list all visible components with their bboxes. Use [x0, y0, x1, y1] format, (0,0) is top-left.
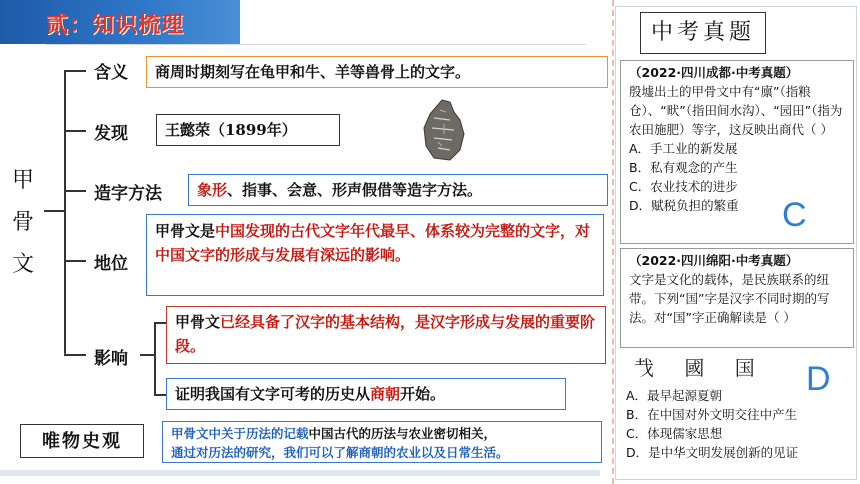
status-box — [146, 214, 604, 296]
footer-bar — [0, 470, 600, 476]
status-lead-text: 甲骨文是 — [155, 222, 216, 240]
bracket-tick-discovery — [64, 130, 86, 132]
q1-option-c: C．农业技术的进步 — [629, 179, 738, 194]
influence-bracket — [140, 354, 154, 356]
q2-options — [626, 386, 856, 462]
influence-bracket-vertical — [154, 322, 156, 394]
q1-answer: C — [782, 196, 807, 234]
status-red-text: 中国发现的古代文字年代最早、体系较为完整的文字，对中国文字的形成与发展有深远的影响。 — [155, 222, 591, 264]
bracket-tick-method — [64, 190, 86, 192]
branch-label-influence: 影响 — [94, 349, 128, 369]
column-divider — [612, 0, 614, 484]
note-part2: 中国古代的历法与农业密切相关， — [308, 426, 497, 441]
page-title: 贰：知识梳理 — [46, 13, 185, 38]
guo-glyphs-image: 𢦏 國 国 — [634, 356, 767, 380]
method-red-text: 象形 — [197, 181, 228, 199]
discovery-box — [156, 114, 340, 146]
influence-2-lead: 证明我国有文字可考的历史从 — [175, 385, 371, 403]
meaning-box — [146, 56, 608, 88]
branch-label-status: 地位 — [94, 254, 128, 274]
bracket-tick-meaning — [64, 70, 86, 72]
q2-stem: 文字是文化的载体，是民族联系的纽带。下列“国”字是汉字不同时期的写法。对“国”字正确解读是（ ） — [629, 272, 830, 325]
q1-source: （2022·四川成都·中考真题） — [629, 65, 799, 80]
q2-option-a: A．最早起源夏朝 — [626, 388, 723, 403]
q2-option-b: B．在中国对外文明交往中产生 — [626, 407, 798, 422]
q1-stem: 殷墟出土的甲骨文中有“廪”（指粮仓）、“畎”（指田间水沟）、“园田”（指为农田施肥）等字，这反映出商代（ ） — [629, 84, 843, 137]
influence-1-lead: 甲骨文 — [175, 313, 221, 331]
bracket-vertical — [64, 70, 66, 354]
q2-source: （2022·四川绵阳·中考真题） — [629, 253, 799, 268]
divider — [46, 44, 586, 45]
q2-option-c: C．体现儒家思想 — [626, 426, 723, 441]
materialism-label: 唯物史观 — [20, 424, 144, 458]
note-line2: 通过对历法的研究，我们可以了解商朝的农业以及日常生活。 — [171, 445, 509, 460]
influence-box-2 — [166, 378, 566, 410]
bracket-stem — [44, 210, 64, 212]
influence-tick-1 — [154, 322, 166, 324]
influence-box-1 — [166, 306, 606, 364]
bracket-tick-influence — [64, 354, 86, 356]
note-part1: 甲骨文中关于历法的记载 — [171, 426, 309, 441]
influence-tick-2 — [154, 394, 166, 396]
question-2 — [620, 248, 854, 348]
method-box — [188, 174, 608, 206]
materialism-note — [162, 421, 602, 463]
tree-root-oracle-bone-script — [8, 160, 38, 286]
branch-label-meaning: 含义 — [94, 63, 128, 83]
meaning-text: 商周时期刻写在龟甲和牛、羊等兽骨上的文字。 — [155, 63, 471, 81]
bracket-tick-status — [64, 260, 86, 262]
q2-answer: D — [806, 360, 831, 398]
oracle-bone-artifact-icon — [420, 98, 468, 162]
q1-option-b: B．私有观念的产生 — [629, 160, 738, 175]
influence-1-red: 已经具备了汉字的基本结构，是汉字形成与发展的重要阶段。 — [175, 313, 596, 355]
method-rest-text: 、指事、会意、形声假借等造字方法。 — [227, 181, 483, 199]
q2-option-d: D．是中华文明发展创新的见证 — [626, 445, 799, 460]
branch-label-method: 造字方法 — [94, 184, 162, 204]
influence-2-red: 商朝 — [370, 385, 401, 403]
branch-label-discovery: 发现 — [94, 124, 128, 144]
q1-option-a: A．手工业的新发展 — [629, 141, 738, 156]
q1-option-d: D．赋税负担的繁重 — [629, 198, 739, 213]
exam-title: 中考真题 — [640, 12, 766, 54]
root-text: 甲骨文 — [11, 168, 34, 277]
discovery-text: 王懿荣（1899年） — [165, 121, 297, 139]
influence-2-tail: 开始。 — [400, 385, 446, 403]
question-1 — [620, 60, 854, 244]
